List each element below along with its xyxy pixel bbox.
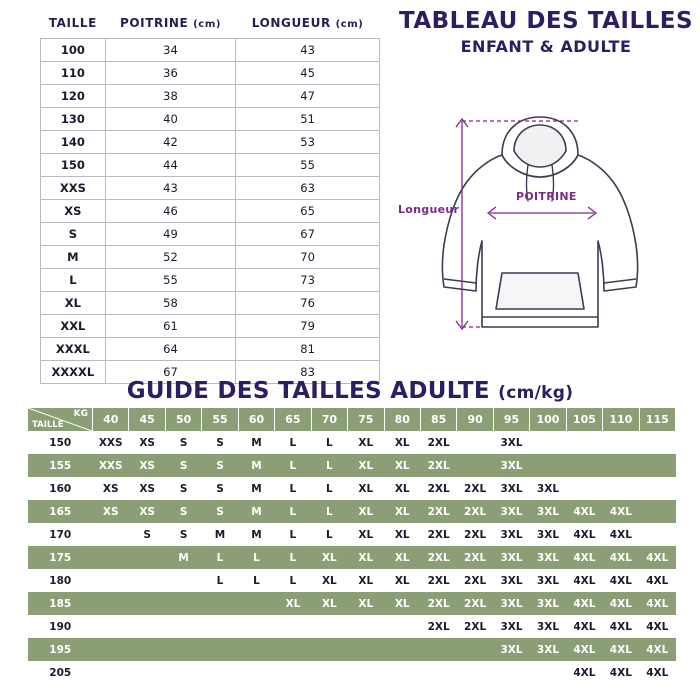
cell-longueur: 63: [236, 177, 380, 200]
guide-size-cell: [457, 454, 493, 477]
table-row: [41, 177, 380, 200]
guide-size-cell: XL: [358, 436, 374, 449]
guide-weight-header: 105: [566, 408, 602, 431]
header-unit-poitrine: (cm): [193, 19, 222, 30]
cell-poitrine: 49: [105, 223, 236, 246]
guide-size-cell: XL: [348, 592, 384, 615]
guide-size-cell: 3XL: [536, 620, 560, 633]
guide-size-cell: XXS: [98, 436, 123, 449]
guide-height-cell: 165: [28, 500, 93, 523]
cell-taille: 130: [41, 108, 106, 131]
guide-size-cell: XL: [358, 482, 374, 495]
title-line-1: TABLEAU DES TAILLES: [398, 8, 694, 34]
guide-size-cell: XL: [348, 546, 384, 569]
guide-size-cell: [603, 454, 639, 477]
guide-table-row: [28, 431, 676, 454]
guide-size-cell: 2XL: [457, 500, 493, 523]
guide-weight-header: 60: [238, 408, 274, 431]
guide-size-cell: XL: [394, 528, 410, 541]
guide-size-cell: 2XL: [420, 500, 456, 523]
guide-weight-header: 115: [639, 408, 675, 431]
adult-size-guide-table: [28, 408, 676, 684]
guide-size-cell: [530, 431, 566, 454]
header-label-poitrine: POITRINE: [119, 16, 189, 30]
guide-size-cell: S: [202, 500, 238, 523]
guide-size-cell: L: [289, 436, 297, 449]
guide-height-cell: 195: [28, 638, 93, 661]
guide-size-cell: XL: [321, 574, 337, 587]
column-header-longueur: [236, 10, 380, 39]
cell-poitrine: 46: [105, 200, 236, 223]
guide-size-cell: [275, 615, 311, 638]
guide-size-cell: [457, 431, 493, 454]
guide-size-cell: 4XL: [566, 546, 602, 569]
guide-size-cell: 4XL: [609, 574, 632, 587]
guide-title-unit: (cm/kg): [498, 383, 574, 403]
guide-size-cell: 3XL: [493, 592, 529, 615]
table-row: [41, 200, 380, 223]
guide-size-cell: [457, 638, 493, 661]
guide-size-cell: XS: [93, 500, 129, 523]
cell-taille: XXXL: [41, 338, 106, 361]
guide-table-row: [28, 500, 676, 523]
guide-weight-header: 45: [129, 408, 165, 431]
guide-size-cell: 2XL: [420, 592, 456, 615]
guide-size-cell: L: [325, 436, 333, 449]
guide-size-cell: XL: [311, 546, 347, 569]
guide-size-cell: [165, 638, 201, 661]
guide-table-row: [28, 592, 676, 615]
guide-size-cell: [639, 523, 675, 546]
guide-table-row: [28, 615, 676, 638]
cell-poitrine: 55: [105, 269, 236, 292]
guide-size-cell: 4XL: [566, 592, 602, 615]
cell-taille: XXS: [41, 177, 106, 200]
guide-weight-header: 65: [275, 408, 311, 431]
guide-size-cell: [93, 638, 129, 661]
guide-size-cell: 4XL: [573, 666, 596, 679]
guide-size-cell: [603, 431, 639, 454]
guide-size-cell: 3XL: [493, 638, 529, 661]
guide-size-cell: L: [253, 574, 260, 587]
guide-size-cell: XS: [102, 482, 119, 495]
guide-size-cell: [129, 638, 165, 661]
guide-weight-header: 100: [530, 408, 566, 431]
guide-size-cell: 3XL: [500, 620, 523, 633]
guide-size-cell: 2XL: [457, 592, 493, 615]
cell-longueur: 43: [236, 39, 380, 62]
cell-taille: XXL: [41, 315, 106, 338]
guide-weight-header: 75: [348, 408, 384, 431]
guide-size-cell: [420, 661, 456, 684]
size-chart: [40, 10, 380, 384]
table-row: [41, 39, 380, 62]
guide-size-cell: M: [251, 436, 262, 449]
guide-size-cell: [566, 477, 602, 500]
cell-longueur: 70: [236, 246, 380, 269]
guide-size-cell: S: [179, 436, 188, 449]
cell-taille: 150: [41, 154, 106, 177]
cell-longueur: 76: [236, 292, 380, 315]
guide-size-cell: 2XL: [427, 620, 450, 633]
guide-size-cell: 4XL: [573, 528, 596, 541]
cell-longueur: 47: [236, 85, 380, 108]
guide-size-cell: [129, 661, 165, 684]
guide-size-cell: 3XL: [500, 436, 523, 449]
guide-size-cell: 2XL: [427, 436, 450, 449]
guide-size-cell: L: [216, 574, 224, 587]
guide-size-cell: XL: [358, 574, 374, 587]
guide-size-cell: [639, 454, 675, 477]
guide-height-cell: 175: [28, 546, 93, 569]
guide-size-cell: 4XL: [609, 620, 632, 633]
guide-size-cell: S: [202, 454, 238, 477]
guide-size-cell: S: [216, 436, 224, 449]
guide-size-cell: XL: [358, 528, 374, 541]
guide-size-cell: [129, 615, 165, 638]
guide-size-cell: [530, 454, 566, 477]
guide-height-cell: 170: [49, 528, 72, 541]
guide-size-cell: M: [251, 482, 262, 495]
guide-table-row: [28, 523, 676, 546]
guide-size-cell: M: [251, 528, 262, 541]
guide-size-cell: [238, 661, 274, 684]
guide-size-cell: [93, 615, 129, 638]
guide-size-cell: S: [216, 482, 224, 495]
guide-size-cell: 4XL: [646, 574, 669, 587]
cell-longueur: 45: [236, 62, 380, 85]
guide-size-cell: 2XL: [427, 574, 450, 587]
guide-size-cell: S: [165, 454, 201, 477]
guide-size-cell: 2XL: [427, 528, 450, 541]
guide-size-cell: 3XL: [493, 454, 529, 477]
guide-size-cell: 3XL: [500, 482, 523, 495]
guide-size-cell: XL: [384, 592, 420, 615]
guide-size-cell: 3XL: [530, 500, 566, 523]
guide-size-cell: [530, 661, 566, 684]
guide-size-cell: [384, 661, 420, 684]
guide-size-cell: [165, 569, 201, 592]
cell-taille: XS: [41, 200, 106, 223]
corner-label-kg: KG: [73, 409, 88, 419]
guide-size-cell: 4XL: [646, 666, 669, 679]
guide-size-cell: [93, 569, 129, 592]
table-row: [41, 246, 380, 269]
guide-size-cell: [603, 477, 639, 500]
table-row: [41, 108, 380, 131]
guide-size-cell: 3XL: [493, 546, 529, 569]
guide-weight-header: 85: [420, 408, 456, 431]
guide-size-cell: [311, 615, 347, 638]
guide-table-row: [28, 569, 676, 592]
guide-table-row: [28, 638, 676, 661]
guide-size-cell: 3XL: [500, 574, 523, 587]
guide-size-cell: L: [202, 546, 238, 569]
guide-size-cell: [93, 592, 129, 615]
diagram-label-longueur: Longueur: [398, 203, 460, 216]
guide-size-cell: [93, 546, 129, 569]
header-label-taille: TAILLE: [48, 16, 97, 30]
guide-size-cell: XL: [394, 482, 410, 495]
guide-size-cell: [165, 661, 201, 684]
guide-size-cell: XL: [384, 546, 420, 569]
guide-size-cell: [129, 592, 165, 615]
guide-size-cell: [566, 454, 602, 477]
cell-poitrine: 36: [105, 62, 236, 85]
cell-longueur: 55: [236, 154, 380, 177]
guide-size-cell: M: [238, 500, 274, 523]
cell-taille: L: [41, 269, 106, 292]
guide-size-cell: 3XL: [500, 528, 523, 541]
cell-poitrine: 42: [105, 131, 236, 154]
cell-taille: 110: [41, 62, 106, 85]
cell-taille: XL: [41, 292, 106, 315]
guide-size-cell: 4XL: [603, 546, 639, 569]
guide-header-row: [28, 408, 676, 431]
cell-poitrine: 44: [105, 154, 236, 177]
table-row: [41, 315, 380, 338]
guide-size-cell: 3XL: [536, 528, 560, 541]
guide-size-cell: XXS: [93, 454, 129, 477]
guide-size-cell: L: [275, 500, 311, 523]
guide-size-cell: L: [289, 574, 297, 587]
cell-taille: S: [41, 223, 106, 246]
guide-size-cell: 4XL: [646, 620, 669, 633]
cell-longueur: 81: [236, 338, 380, 361]
guide-size-cell: 2XL: [464, 620, 487, 633]
guide-size-cell: L: [289, 482, 297, 495]
column-header-taille: [41, 10, 106, 39]
table-header-row: [41, 10, 380, 39]
cell-poitrine: 52: [105, 246, 236, 269]
guide-size-cell: [238, 638, 274, 661]
guide-size-cell: XL: [394, 436, 410, 449]
guide-size-cell: [348, 661, 384, 684]
guide-weight-header: 90: [457, 408, 493, 431]
hoodie-diagram: [390, 95, 690, 360]
guide-size-cell: L: [325, 528, 333, 541]
guide-size-cell: 3XL: [536, 574, 560, 587]
table-row: [41, 223, 380, 246]
cell-poitrine: 34: [105, 39, 236, 62]
guide-size-cell: [384, 638, 420, 661]
guide-size-cell: [202, 615, 238, 638]
guide-size-cell: 2XL: [420, 546, 456, 569]
cell-longueur: 51: [236, 108, 380, 131]
guide-size-cell: 2XL: [464, 482, 487, 495]
guide-size-cell: M: [214, 528, 226, 541]
guide-title-text: GUIDE DES TAILLES ADULTE: [126, 378, 490, 404]
guide-size-cell: 3XL: [530, 592, 566, 615]
guide-size-cell: [93, 523, 129, 546]
guide-size-cell: [493, 661, 529, 684]
guide-size-cell: [202, 661, 238, 684]
guide-size-cell: L: [311, 454, 347, 477]
cell-poitrine: 38: [105, 85, 236, 108]
guide-size-cell: 4XL: [639, 592, 675, 615]
guide-size-cell: [348, 615, 384, 638]
guide-size-cell: 4XL: [639, 546, 675, 569]
guide-size-cell: L: [289, 528, 297, 541]
cell-longueur: 83: [236, 361, 380, 384]
guide-size-cell: [566, 431, 602, 454]
guide-size-cell: 2XL: [457, 546, 493, 569]
guide-size-cell: S: [179, 482, 188, 495]
guide-size-cell: [384, 615, 420, 638]
guide-size-cell: XL: [384, 454, 420, 477]
guide-size-cell: [457, 661, 493, 684]
guide-size-cell: [238, 592, 274, 615]
guide-title: [0, 378, 700, 404]
guide-size-cell: 4XL: [603, 500, 639, 523]
guide-size-cell: 2XL: [464, 574, 487, 587]
guide-size-cell: XL: [348, 500, 384, 523]
cell-longueur: 79: [236, 315, 380, 338]
guide-size-cell: 2XL: [427, 482, 450, 495]
guide-size-cell: 4XL: [639, 638, 675, 661]
guide-size-cell: L: [311, 500, 347, 523]
cell-longueur: 53: [236, 131, 380, 154]
guide-table-row: [28, 454, 676, 477]
guide-size-cell: 3XL: [493, 500, 529, 523]
guide-height-cell: 190: [49, 620, 72, 633]
guide-height-cell: 180: [49, 574, 72, 587]
guide-size-cell: 4XL: [603, 592, 639, 615]
guide-height-cell: 205: [49, 666, 72, 679]
guide-size-cell: S: [179, 528, 188, 541]
table-row: [41, 338, 380, 361]
diagram-label-poitrine: POITRINE: [516, 190, 577, 203]
title-line-2: ENFANT & ADULTE: [460, 37, 632, 56]
table-row: [41, 62, 380, 85]
guide-size-cell: L: [325, 482, 333, 495]
guide-size-cell: 3XL: [530, 546, 566, 569]
guide-size-cell: 3XL: [536, 482, 560, 495]
cell-taille: XXXXL: [41, 361, 106, 384]
table-row: [41, 292, 380, 315]
guide-size-cell: [311, 638, 347, 661]
guide-size-cell: XL: [275, 592, 311, 615]
guide-size-cell: M: [165, 546, 201, 569]
guide-size-cell: 2XL: [464, 528, 487, 541]
cell-longueur: 67: [236, 223, 380, 246]
guide-table-row: [28, 661, 676, 684]
guide-size-cell: [639, 431, 675, 454]
guide-size-cell: 4XL: [566, 500, 602, 523]
guide-size-cell: L: [238, 546, 274, 569]
guide-table-row: [28, 477, 676, 500]
guide-height-cell: 160: [49, 482, 72, 495]
guide-size-cell: 4XL: [609, 666, 632, 679]
guide-weight-header: 40: [93, 408, 129, 431]
cell-poitrine: 40: [105, 108, 236, 131]
guide-size-cell: [238, 615, 274, 638]
guide-size-cell: [275, 661, 311, 684]
page-title: [396, 8, 696, 56]
cell-poitrine: 67: [105, 361, 236, 384]
guide-size-cell: [129, 546, 165, 569]
cell-poitrine: 61: [105, 315, 236, 338]
guide-height-cell: 150: [49, 436, 72, 449]
guide-size-cell: XL: [394, 574, 410, 587]
cell-poitrine: 43: [105, 177, 236, 200]
guide-weight-header: 55: [202, 408, 238, 431]
guide-size-cell: XS: [139, 482, 155, 495]
cell-taille: 140: [41, 131, 106, 154]
guide-size-cell: [93, 661, 129, 684]
guide-size-cell: XS: [139, 436, 155, 449]
guide-size-cell: [275, 638, 311, 661]
cell-poitrine: 64: [105, 338, 236, 361]
cell-taille: M: [41, 246, 106, 269]
guide-corner-header: [28, 408, 93, 431]
guide-size-cell: 4XL: [566, 638, 602, 661]
guide-size-cell: [348, 638, 384, 661]
guide-size-cell: 3XL: [530, 638, 566, 661]
guide-size-cell: [202, 638, 238, 661]
guide-size-cell: S: [165, 500, 201, 523]
guide-height-cell: 155: [28, 454, 93, 477]
table-row: [41, 154, 380, 177]
guide-size-cell: [311, 661, 347, 684]
header-unit-longueur: (cm): [335, 19, 364, 30]
guide-size-cell: L: [275, 454, 311, 477]
column-header-poitrine: [105, 10, 236, 39]
cell-taille: 120: [41, 85, 106, 108]
guide-weight-header: 70: [311, 408, 347, 431]
guide-size-cell: 4XL: [609, 528, 632, 541]
guide-size-cell: 4XL: [573, 620, 596, 633]
guide-size-cell: [129, 569, 165, 592]
guide-weight-header: 50: [165, 408, 201, 431]
guide-size-cell: [420, 638, 456, 661]
guide-weight-header: 80: [384, 408, 420, 431]
cell-taille: 100: [41, 39, 106, 62]
guide-size-cell: XS: [129, 500, 165, 523]
guide-size-cell: M: [238, 454, 274, 477]
table-row: [41, 85, 380, 108]
guide-height-cell: 185: [28, 592, 93, 615]
guide-size-cell: XS: [129, 454, 165, 477]
guide-size-cell: [165, 615, 201, 638]
guide-size-cell: 4XL: [573, 574, 596, 587]
guide-size-cell: [639, 477, 675, 500]
header-label-longueur: LONGUEUR: [251, 16, 331, 30]
cell-poitrine: 58: [105, 292, 236, 315]
guide-table-row: [28, 546, 676, 569]
corner-label-taille: TAILLE: [32, 420, 64, 430]
guide-size-cell: [202, 592, 238, 615]
guide-size-cell: XL: [311, 592, 347, 615]
guide-size-cell: [639, 500, 675, 523]
table-row: [41, 269, 380, 292]
hoodie-illustration: [390, 95, 690, 360]
guide-size-cell: 2XL: [420, 454, 456, 477]
guide-size-cell: [165, 592, 201, 615]
guide-size-cell: XL: [384, 500, 420, 523]
size-chart-table: [40, 10, 380, 384]
table-row: [41, 131, 380, 154]
guide-weight-header: 110: [603, 408, 639, 431]
guide-size-cell: 4XL: [603, 638, 639, 661]
cell-longueur: 73: [236, 269, 380, 292]
guide-size-cell: S: [143, 528, 151, 541]
guide-size-cell: L: [275, 546, 311, 569]
cell-longueur: 65: [236, 200, 380, 223]
guide-size-cell: XL: [348, 454, 384, 477]
guide-weight-header: 95: [493, 408, 529, 431]
